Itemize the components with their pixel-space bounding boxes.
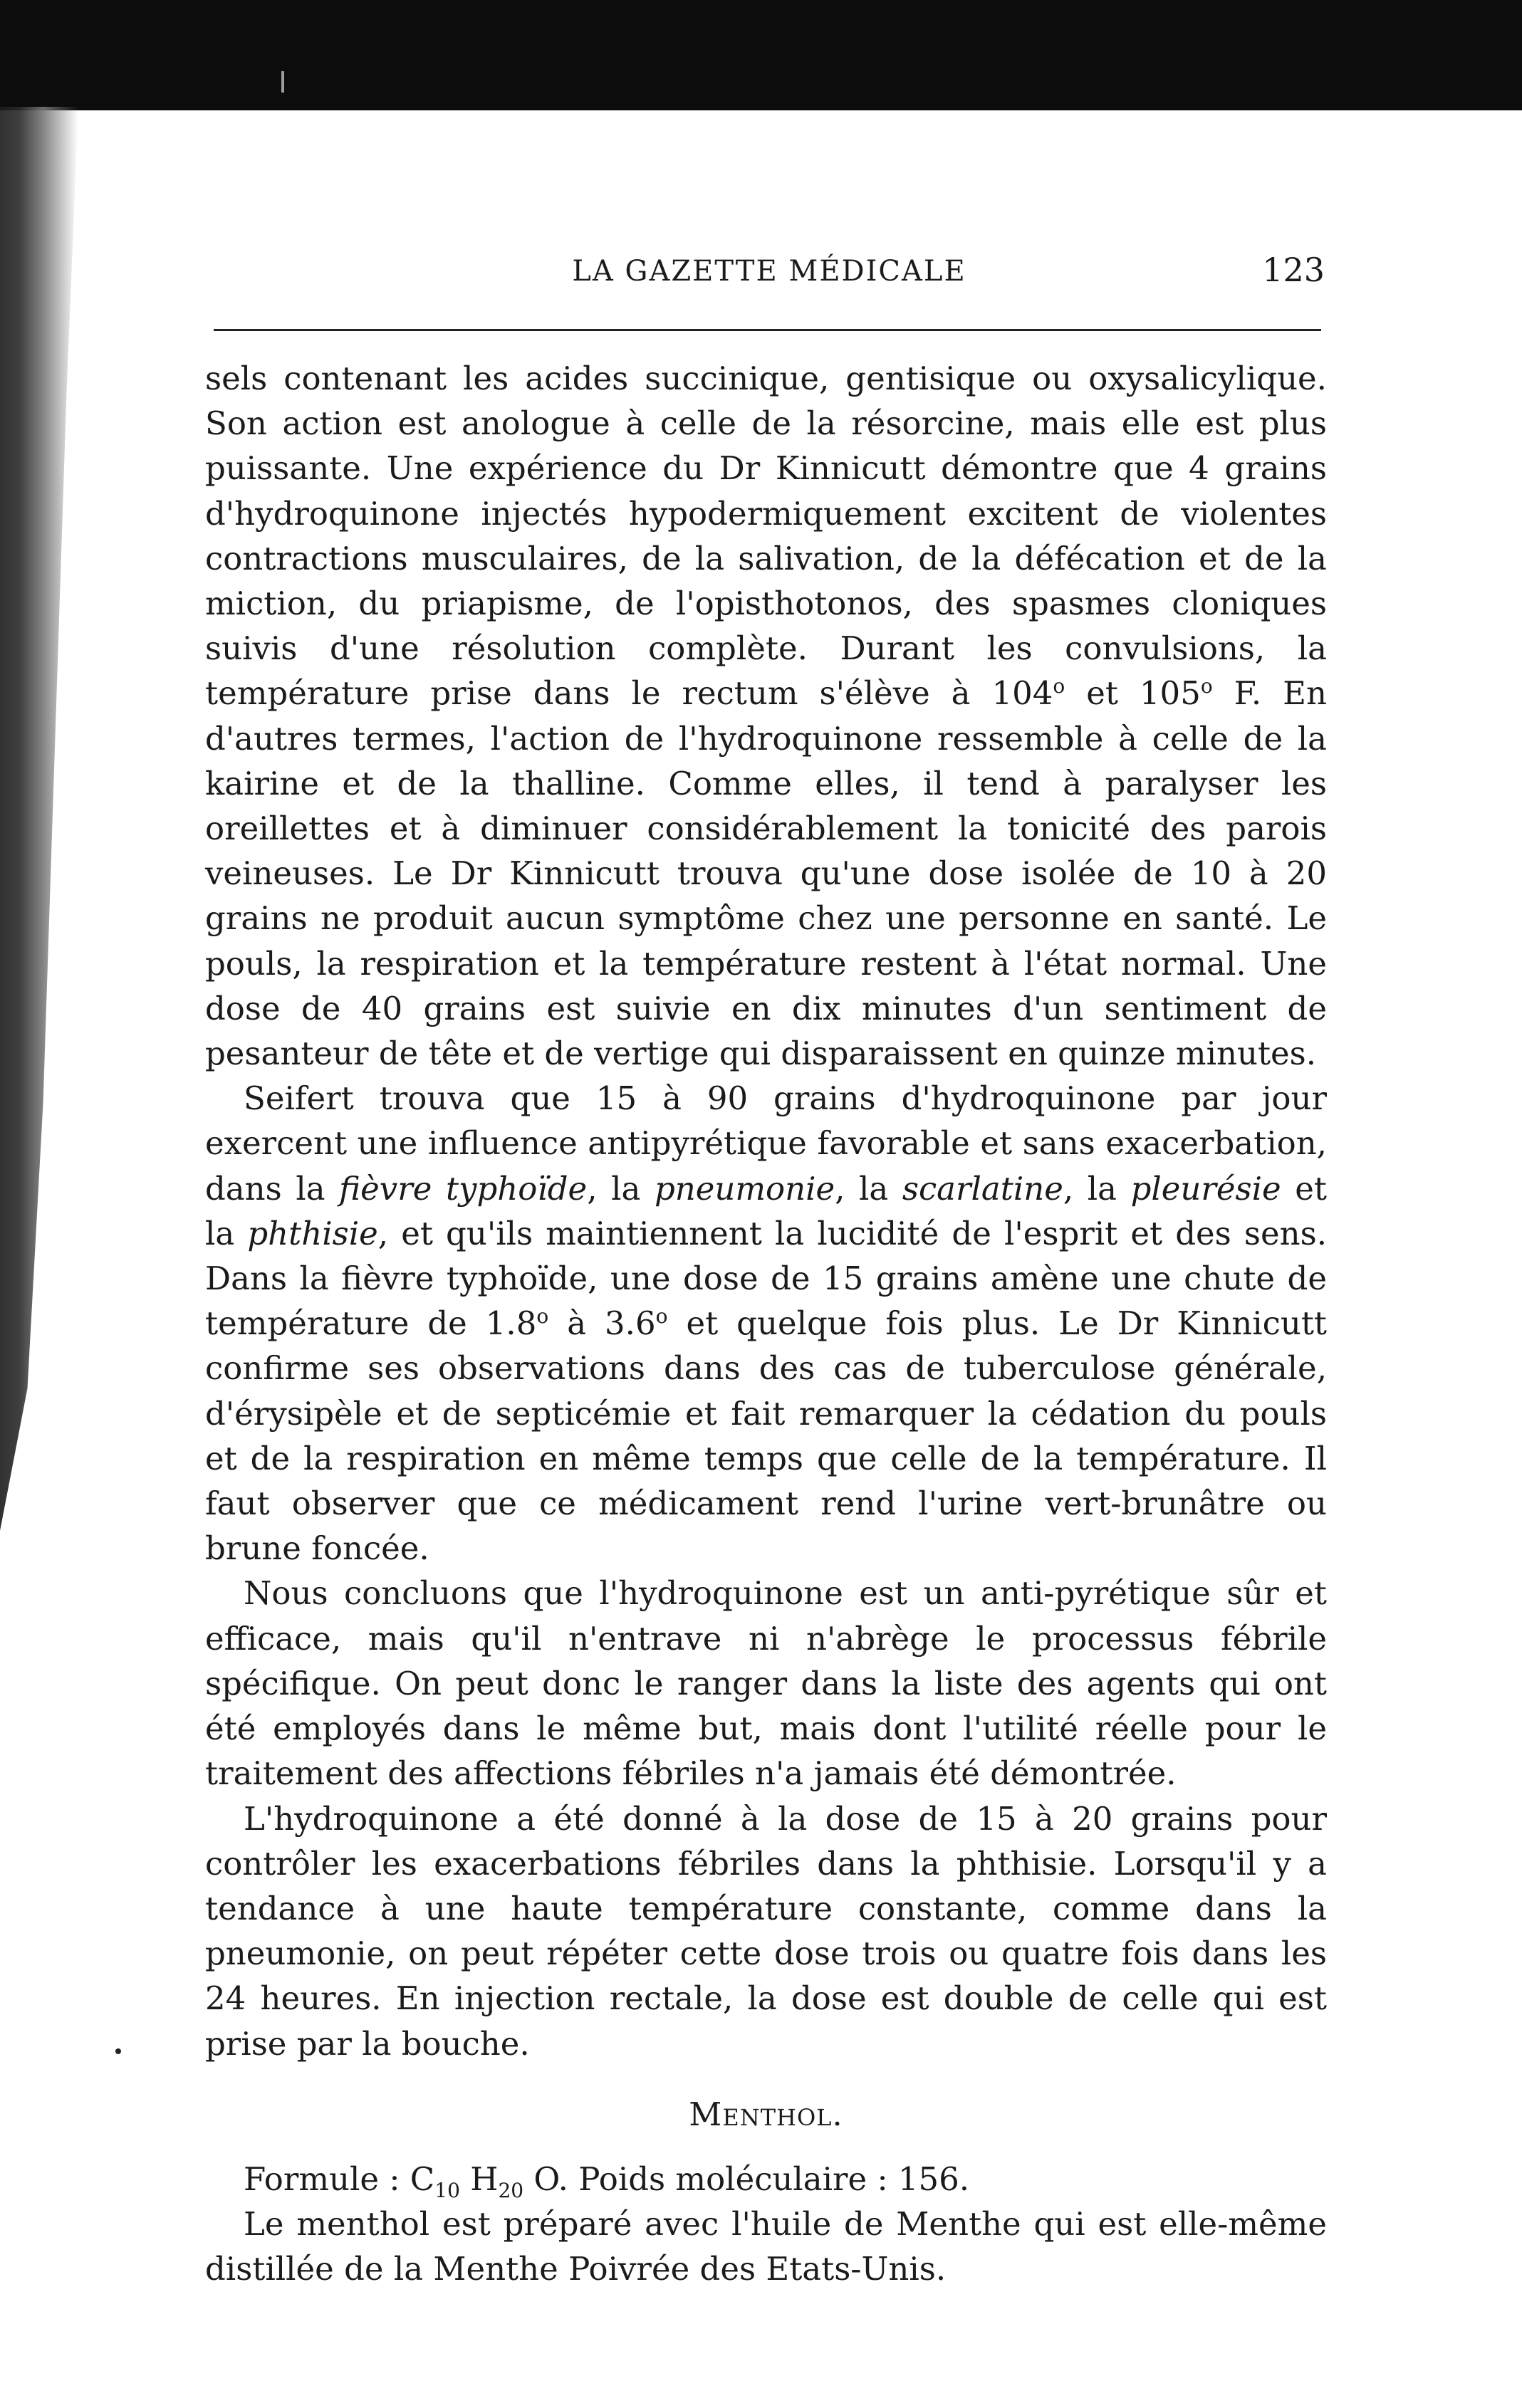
text-run: , la: [587, 1169, 655, 1208]
section-heading-initial: M: [689, 2095, 723, 2133]
text-run: à 3.6: [548, 1304, 656, 1343]
degree-mark: o: [655, 1304, 668, 1329]
text-run: L'hydroquinone a été donné à la dose de 15 à 20 grains pour contrôler les exacerbations fébriles dans la phthisie. Lorsqu'il y a tendance à une haute température constante, comme dans la pneumonie, on peut répéter cette dose trois ou quatre fois dans les 24 heures. En injection rectale, la dose est double de celle qui est prise par la bouche.: [205, 1799, 1327, 2063]
text-run: et 105: [1065, 674, 1201, 713]
formula-h-subscript: 20: [498, 2178, 524, 2202]
journal-title: LA GAZETTE MÉDICALE: [572, 255, 966, 288]
text-run: sels contenant les acides succinique, gentisique ou oxysalicylique. Son action est anologue à celle de la résorcine, mais elle est plus puissante. Une expérience du Dr Kinnicutt démontre que 4 grains d'hydroquinone injectés hypodermiquement excitent de violentes contractions musculaires, de la salivation, de la défécation et de la miction, du priapisme, de l'opisthotonos, des spasmes cloniques suivis d'une résolution complète. Durant les convulsions, la température prise dans le rectum s'élève à 104: [205, 360, 1327, 713]
section-heading-rest: enthol.: [722, 2095, 843, 2133]
running-head: [207, 251, 1332, 305]
paragraph: [205, 1796, 1327, 2066]
scan-mark: [281, 71, 284, 93]
text-run: F. En d'autres termes, l'action de l'hydroquinone ressemble à celle de la kairine et de la thalline. Comme elles, il tend à paralyser les oreillettes et à diminuer considérablement la tonicité des parois veineuses. Le Dr Kinnicutt trouva qu'une dose isolée de 10 à 20 grains ne produit aucun symptôme chez une personne en santé. Le pouls, la respiration et la température restent à l'état normal. Une dose de 40 grains est suivie en dix minutes d'un sentiment de pesanteur de tête et de vertige qui disparaissent en quinze minutes.: [205, 674, 1328, 1073]
italic-term: pleurésie: [1130, 1169, 1281, 1208]
degree-mark: o: [1053, 674, 1065, 698]
degree-mark: o: [536, 1304, 549, 1329]
text-run: et la: [205, 1169, 1327, 1252]
italic-term: fièvre typhoïde: [339, 1169, 588, 1208]
formula-label: Formule : C: [244, 2160, 435, 2198]
scan-binding-shadow: [0, 107, 78, 1531]
body-text: [205, 356, 1327, 2292]
scan-top-border: [0, 0, 1522, 110]
menthol-paragraph: Le menthol est préparé avec l'huile de Menthe qui est elle-même distillée de la Menthe Poivrée des Etats-Unis.: [205, 2205, 1327, 2288]
formula-line: [205, 2157, 1327, 2202]
italic-term: scarlatine: [902, 1169, 1063, 1208]
text-run: et quelque fois plus. Le Dr Kinnicutt confirme ses observations dans des cas de tuberculose générale, d'érysipèle et de septicémie et fait remarquer la cédation du pouls et de la respiration en même temps que celle de la température. Il faut observer que ce médicament rend l'urine vert-brunâtre ou brune foncée.: [205, 1304, 1327, 1568]
paragraph: [205, 356, 1327, 1076]
text-run: Nous concluons que l'hydroquinone est un anti-pyrétique sûr et efficace, mais qu'il n'entrave ni n'abrège le processus fébrile spécifique. On peut donc le ranger dans la liste des agents qui ont été employés dans le même but, mais dont l'utilité réelle pour le traitement des affections fébriles n'a jamais été démontrée.: [205, 1574, 1327, 1793]
page-number: 123: [1262, 251, 1325, 289]
degree-mark: o: [1200, 674, 1213, 698]
stray-dot: [115, 2048, 121, 2054]
header-rule: [214, 329, 1321, 331]
section-heading: [205, 2092, 1327, 2137]
formula-o: O.: [523, 2160, 568, 2198]
paragraph: [205, 1571, 1327, 1796]
formula-h: H: [459, 2160, 499, 2198]
text-run: , la: [835, 1169, 902, 1208]
formula-c-subscript: 10: [434, 2178, 460, 2202]
italic-term: phthisie: [247, 1214, 378, 1252]
text-run: , la: [1063, 1169, 1131, 1208]
paragraph: [205, 1076, 1327, 1571]
text-run: , et qu'ils maintiennent la lucidité de l'esprit et des sens. Dans la fièvre typhoïde, une dose de 15 grains amène une chute de température de 1.8: [205, 1214, 1328, 1343]
italic-term: pneumonie: [654, 1169, 835, 1208]
text-run: Seifert trouva que 15 à 90 grains d'hydroquinone par jour exercent une influence antipyrétique favorable et sans exacerbation, dans la: [205, 1079, 1327, 1208]
molecular-weight: Poids moléculaire : 156.: [568, 2160, 970, 2198]
paragraphs: [205, 356, 1327, 2066]
